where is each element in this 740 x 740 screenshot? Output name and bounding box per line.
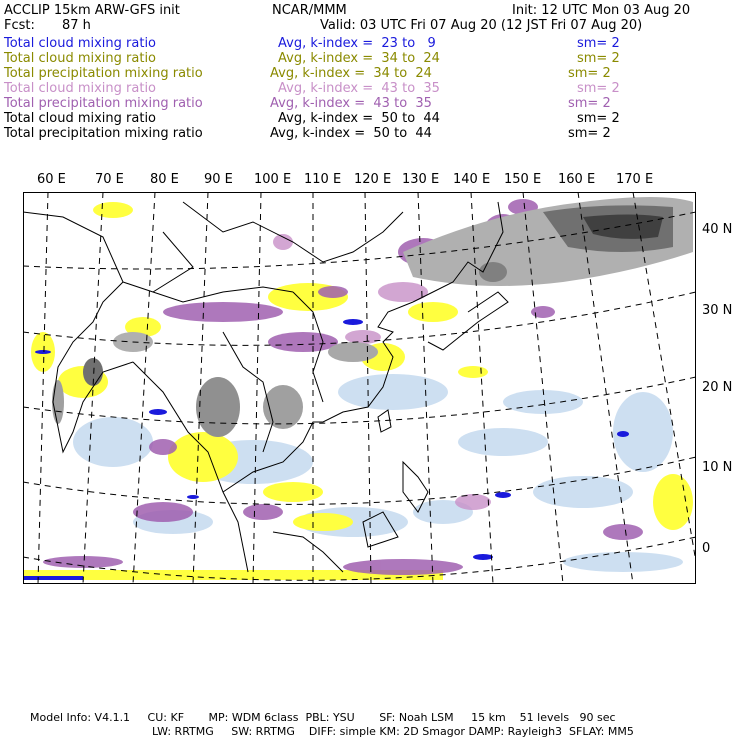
lat-label: 10 N: [702, 460, 733, 475]
model-info-line2: LW: RRTMG SW: RRTMG DIFF: simple KM: 2D Smagor DAMP: Rayleigh3 SFLAY: MM5: [152, 725, 634, 738]
field-smooth: sm= 2: [568, 66, 611, 81]
model-info-line1: Model Info: V4.1.1 CU: KF MP: WDM 6class PBL: YSU SF: Noah LSM 15 km 51 levels 90 sec: [30, 711, 616, 724]
field-smooth: sm= 2: [577, 111, 620, 126]
field-smooth: sm= 2: [577, 36, 620, 51]
field-name: Total precipitation mixing ratio: [4, 96, 203, 111]
init-time: Init: 12 UTC Mon 03 Aug 20: [512, 3, 691, 18]
lon-label: 60 E: [37, 172, 66, 187]
field-desc: Avg, k-index = 34 to 24: [278, 51, 440, 66]
lon-label: 70 E: [95, 172, 124, 187]
lon-label: 120 E: [354, 172, 392, 187]
map-panel: [23, 192, 696, 584]
lat-label: 30 N: [702, 303, 733, 318]
lat-label: 40 N: [702, 222, 733, 237]
field-name: Total cloud mixing ratio: [4, 51, 157, 66]
lon-label: 80 E: [150, 172, 179, 187]
field-name: Total cloud mixing ratio: [4, 36, 157, 51]
field-desc: Avg, k-index = 43 to 35: [278, 81, 440, 96]
field-smooth: sm= 2: [577, 51, 620, 66]
org-label: NCAR/MMM: [272, 3, 347, 18]
lon-label: 110 E: [304, 172, 342, 187]
field-smooth: sm= 2: [568, 126, 611, 141]
field-name: Total precipitation mixing ratio: [4, 126, 203, 141]
valid-time: Valid: 03 UTC Fri 07 Aug 20 (12 JST Fri 07 Aug 20): [320, 18, 643, 33]
map-canvas: [23, 192, 696, 584]
field-name: Total cloud mixing ratio: [4, 81, 157, 96]
lon-label: 160 E: [558, 172, 596, 187]
lat-label: 0: [702, 541, 711, 556]
field-name: Total precipitation mixing ratio: [4, 66, 203, 81]
field-desc: Avg, k-index = 43 to 35: [270, 96, 432, 111]
forecast-hour: 87 h: [62, 18, 91, 33]
lon-label: 100 E: [254, 172, 292, 187]
lon-label: 170 E: [616, 172, 654, 187]
forecast-label: Fcst:: [4, 18, 35, 33]
plot-title: ACCLIP 15km ARW-GFS init: [4, 3, 180, 18]
field-smooth: sm= 2: [568, 96, 611, 111]
lon-label: 90 E: [204, 172, 233, 187]
field-desc: Avg, k-index = 23 to 9: [278, 36, 436, 51]
lon-label: 150 E: [504, 172, 542, 187]
lon-label: 130 E: [402, 172, 440, 187]
field-desc: Avg, k-index = 34 to 24: [270, 66, 432, 81]
field-name: Total cloud mixing ratio: [4, 111, 157, 126]
field-desc: Avg, k-index = 50 to 44: [278, 111, 440, 126]
field-desc: Avg, k-index = 50 to 44: [270, 126, 432, 141]
field-smooth: sm= 2: [577, 81, 620, 96]
lat-label: 20 N: [702, 380, 733, 395]
lon-label: 140 E: [453, 172, 491, 187]
